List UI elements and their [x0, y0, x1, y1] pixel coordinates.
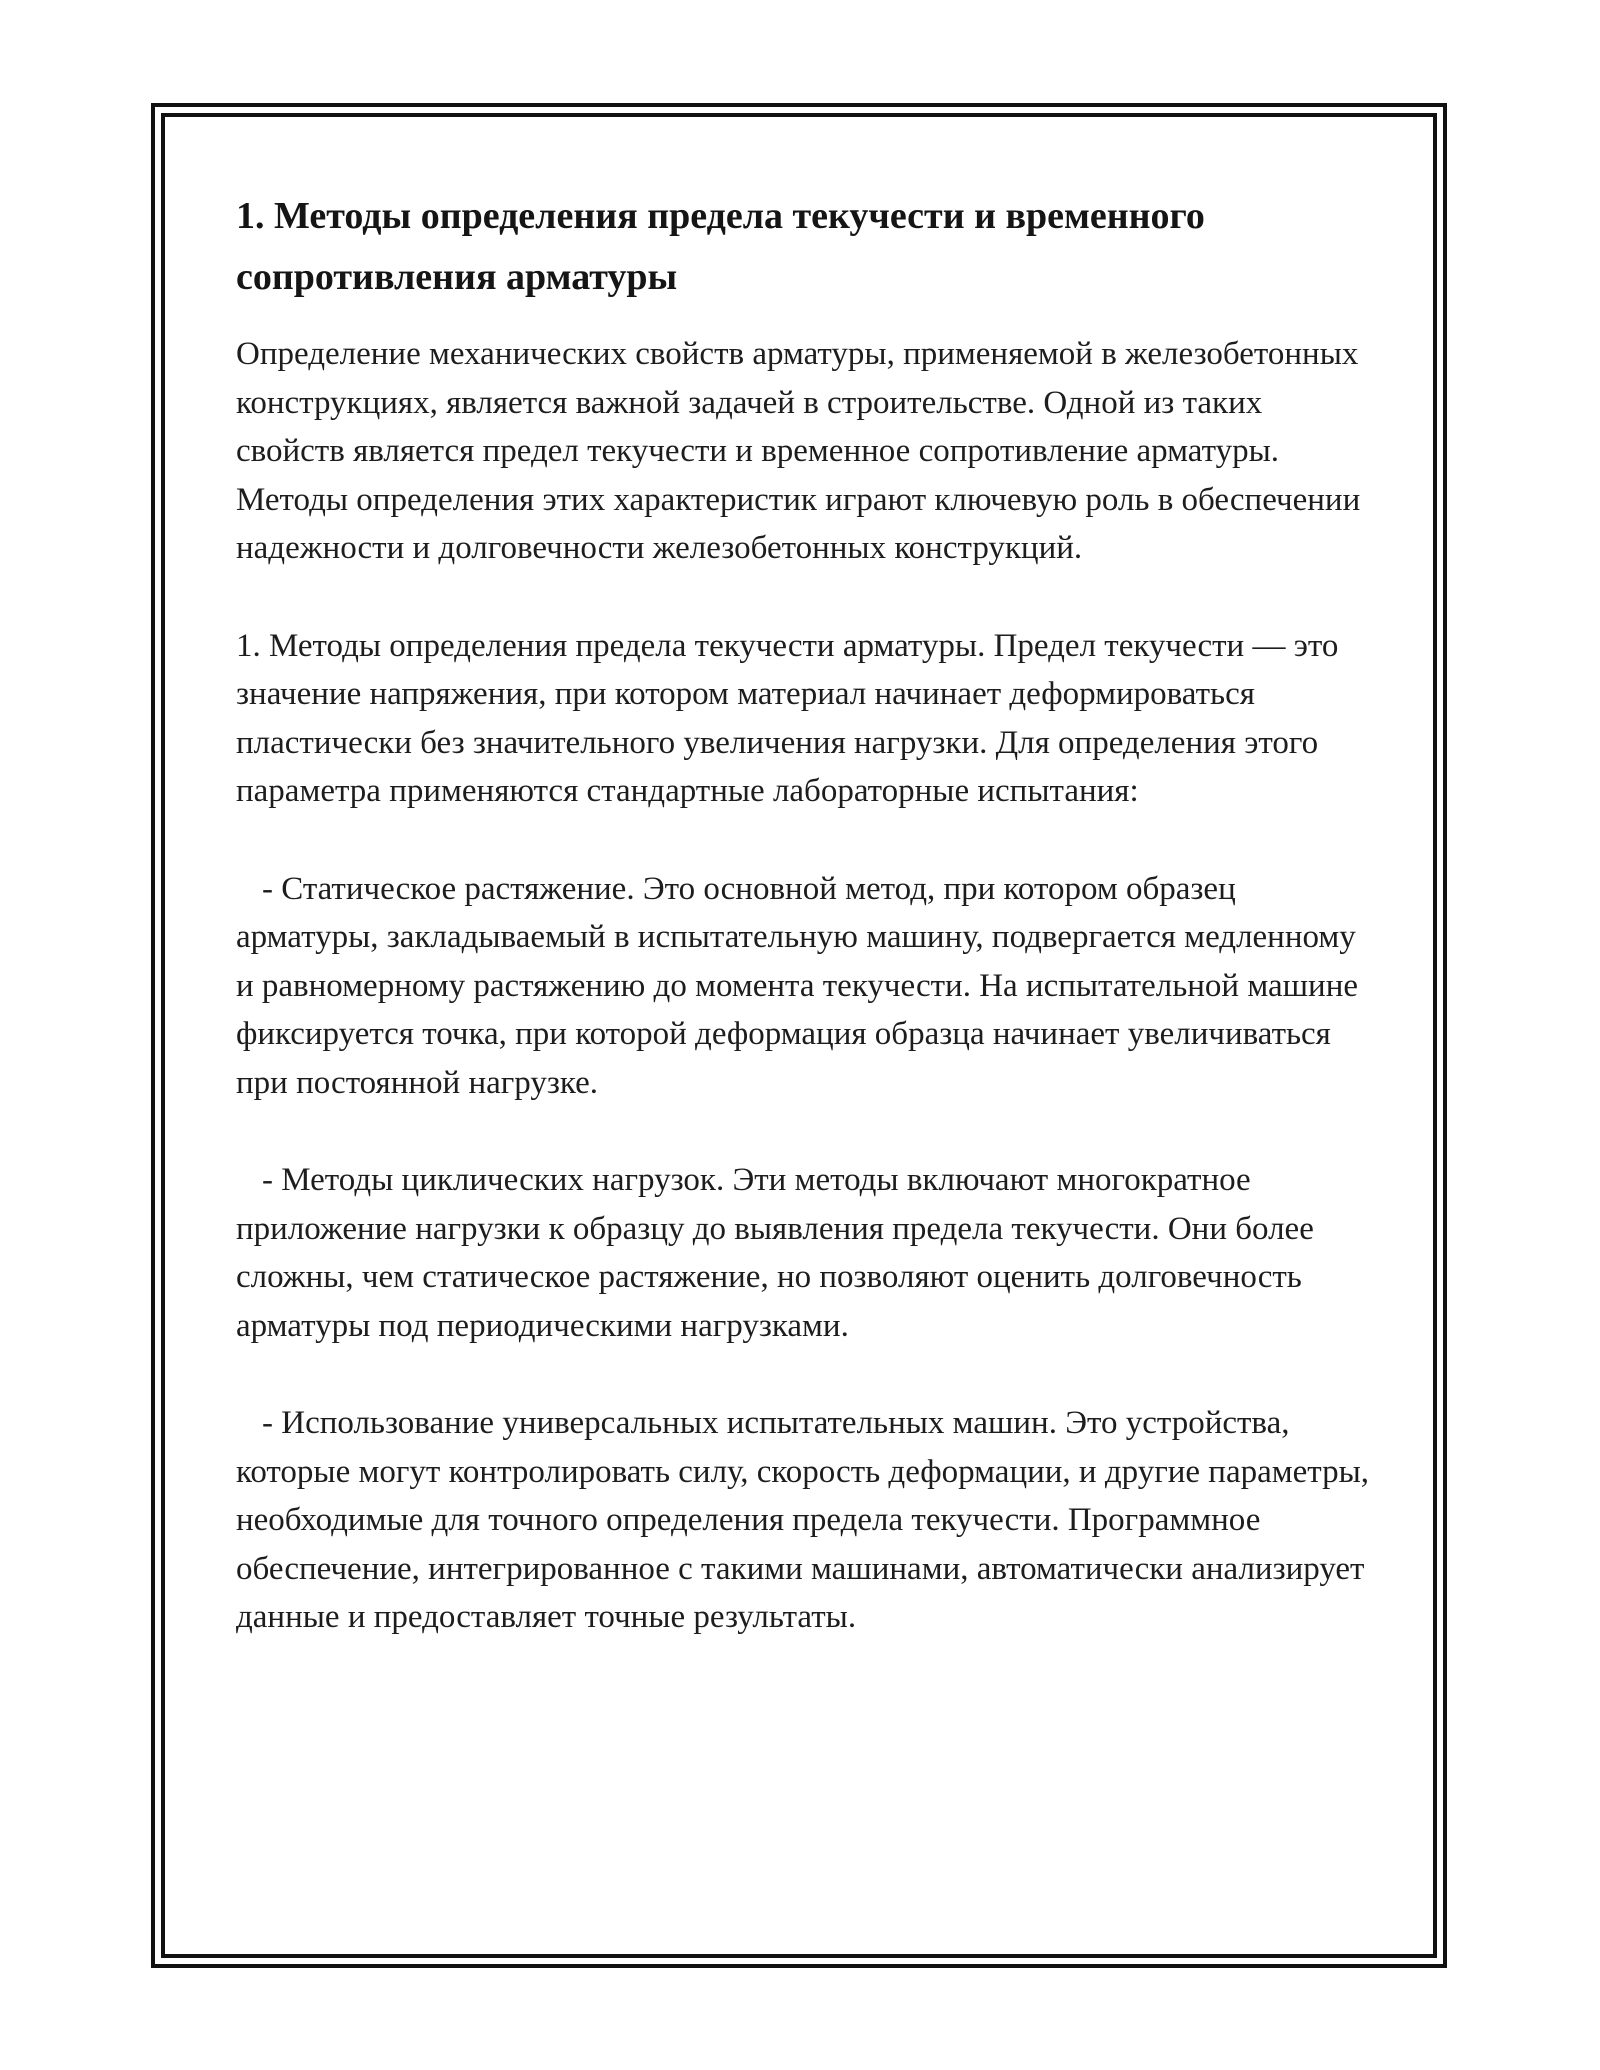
document-title: 1. Методы определения предела текучести и временного сопротивления арматуры — [236, 195, 1205, 298]
cyclic-loads-item: - Методы циклических нагрузок. Эти методы включают многократное приложение нагрузки к образцу до выявления предела текучести. Они более сложны, чем статическое растяжение, но позволяют оценить долговечность арматуры под периодическими нагрузками. — [236, 1162, 1314, 1344]
document-body — [236, 186, 1376, 1642]
universal-machines-item: - Использование универсальных испытательных машин. Это устройства, которые могут контролировать силу, скорость деформации, и другие параметры, необходимые для точного определения предела текучести. Программное обеспечение, интегрированное с такими машинами, автоматически анализирует данные и предоставляет точные результаты. — [236, 1405, 1370, 1636]
methods-paragraph: 1. Методы определения предела текучести арматуры. Предел текучести — это значение напряжения, при котором материал начинает деформироваться пластически без значительного увеличения нагрузки. Для определения этого параметра применяются стандартные лабораторные испытания: — [236, 627, 1339, 810]
intro-paragraph: Определение механических свойств арматуры, применяемой в железобетонных конструкциях, является важной задачей в строительстве. Одной из таких свойств является предел текучести и временное сопротивление арматуры. Методы определения этих характеристик играют ключевую роль в обеспечении надежности и долговечности железобетонных конструкций. — [236, 336, 1361, 567]
static-tension-item: - Статическое растяжение. Это основной метод, при котором образец арматуры, закладываемый в испытательную машину, подвергается медленному и равномерному растяжению до момента текучести. На испытательной машине фиксируется точка, при которой деформация образца начинает увеличиваться при постоянной нагрузке. — [236, 870, 1359, 1101]
